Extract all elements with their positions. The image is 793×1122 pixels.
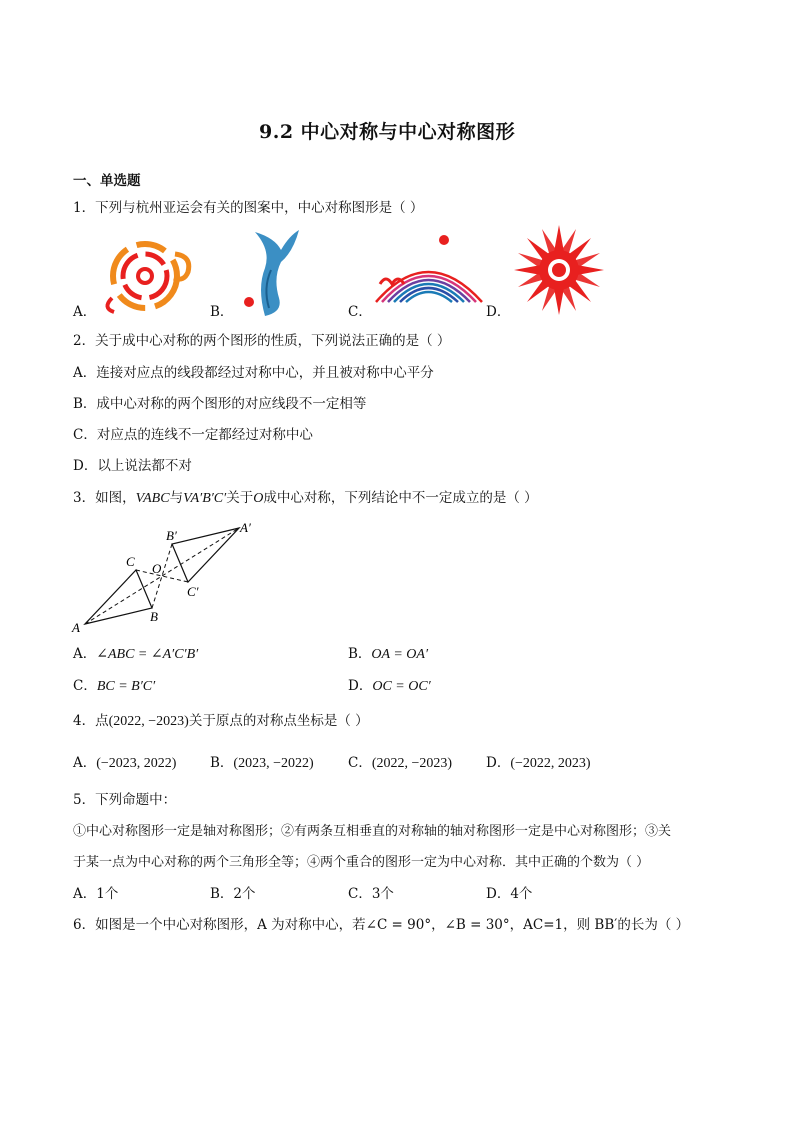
q1-option-b-image	[235, 228, 300, 322]
asian-games-whale-tail-emblem-icon	[235, 228, 300, 318]
symmetric-triangles-diagram	[70, 518, 270, 636]
q4-stem-prefix: 4．点	[73, 713, 109, 729]
q3-triangle-a1b1c1: VA′B′C′	[183, 491, 227, 506]
q3-option-a-label: A．	[73, 646, 97, 662]
question-3-stem	[73, 492, 538, 506]
q3-option-b-math: OA = OA′	[371, 647, 429, 662]
label-a: A	[72, 620, 80, 635]
q4-option-c-math: (2022, −2023)	[371, 756, 453, 771]
q1-option-a-image	[100, 236, 195, 320]
q1-option-c-image	[372, 232, 487, 311]
q4-option-a-label: A．	[73, 755, 97, 771]
q4-option-a-math: (−2023, 2022)	[96, 756, 177, 771]
asian-games-sun-emblem-icon	[512, 224, 606, 316]
q4-option-b-label: B．	[210, 755, 234, 771]
q3-option-b-label: B．	[348, 646, 372, 662]
question-2-stem: 2．关于成中心对称的两个图形的性质，下列说法正确的是（ ）	[73, 333, 451, 349]
q3-figure	[70, 518, 270, 640]
label-b: B	[150, 609, 158, 624]
q3-option-c-math: BC = B′C′	[96, 679, 156, 694]
q3-option-d	[348, 680, 431, 694]
label-o: O	[152, 561, 162, 576]
q1-option-c-label: C．	[348, 304, 372, 320]
q3-option-c-label: C．	[73, 678, 97, 694]
asian-games-dragon-emblem-icon	[100, 236, 195, 316]
q4-option-d	[486, 757, 591, 771]
asian-games-rainbow-bridge-emblem-icon	[372, 232, 487, 307]
label-b1: B′	[166, 528, 177, 543]
q3-option-d-label: D．	[348, 678, 373, 694]
q1-option-d-label: D．	[486, 304, 511, 320]
q3-stem-mid: 与	[169, 490, 184, 506]
q1-option-b-label: B．	[210, 304, 234, 320]
q3-center-o: O	[253, 491, 264, 506]
q3-option-a-math: ∠ABC = ∠A′C′B′	[96, 647, 199, 662]
q2-option-c: C．对应点的连线不一定都经过对称中心	[73, 427, 313, 443]
q4-option-c	[348, 757, 452, 771]
q4-option-c-label: C．	[348, 755, 372, 771]
q1-option-d-image	[512, 224, 606, 320]
q4-stem-suffix: 关于原点的对称点坐标是（ ）	[188, 713, 369, 729]
label-a1: A′	[240, 520, 251, 535]
q4-option-d-label: D．	[486, 755, 511, 771]
q5-statement-line-1: ①中心对称图形一定是轴对称图形；②有两条互相垂直的对称轴的轴对称图形一定是中心对称图形；③关	[73, 824, 672, 839]
q5-option-d: D．4个	[486, 886, 533, 902]
q5-option-b: B．2个	[210, 886, 256, 902]
q3-option-d-math: OC = OC′	[372, 679, 431, 694]
q3-stem-suffix: 关于	[226, 490, 254, 506]
q2-option-a: A．连接对应点的线段都经过对称中心，并且被对称中心平分	[73, 365, 434, 381]
q3-option-a	[73, 648, 198, 662]
q4-option-b-math: (2023, −2022)	[233, 756, 314, 771]
q2-option-d: D．以上说法都不对	[73, 458, 192, 474]
q5-option-c: C．3个	[348, 886, 394, 902]
q5-option-a: A．1个	[73, 886, 119, 902]
q3-stem-end: 成中心对称，下列结论中不一定成立的是（ ）	[263, 490, 538, 506]
q4-option-a	[73, 757, 176, 771]
question-5-stem: 5．下列命题中：	[73, 792, 177, 808]
q3-stem-prefix: 3．如图，	[73, 490, 136, 506]
question-4-stem	[73, 715, 369, 729]
question-6-stem: 6．如图是一个中心对称图形，A 为对称中心，若∠C = 90°，∠B = 30°，AC=1，则 BB′的长为（ ）	[73, 917, 690, 933]
page-title: 9.2 中心对称与中心对称图形	[259, 121, 516, 143]
q1-option-a-label: A．	[73, 304, 97, 320]
q4-option-d-math: (−2022, 2023)	[510, 756, 591, 771]
q3-option-b	[348, 648, 428, 662]
q4-option-b	[210, 757, 314, 771]
q3-triangle-abc: VABC	[135, 491, 170, 506]
label-c: C	[126, 554, 135, 569]
q3-option-c	[73, 680, 155, 694]
question-1-stem: 1．下列与杭州亚运会有关的图案中，中心对称图形是（ ）	[73, 200, 424, 216]
q4-point: (2022, −2023)	[108, 714, 189, 729]
label-c1: C′	[187, 584, 199, 599]
q2-option-b: B．成中心对称的两个图形的对应线段不一定相等	[73, 396, 367, 412]
q5-statement-line-2: 于某一点为中心对称的两个三角形全等；④两个重合的图形一定为中心对称．其中正确的个数为（ ）	[73, 855, 650, 870]
section-heading: 一、单选题	[73, 173, 141, 189]
